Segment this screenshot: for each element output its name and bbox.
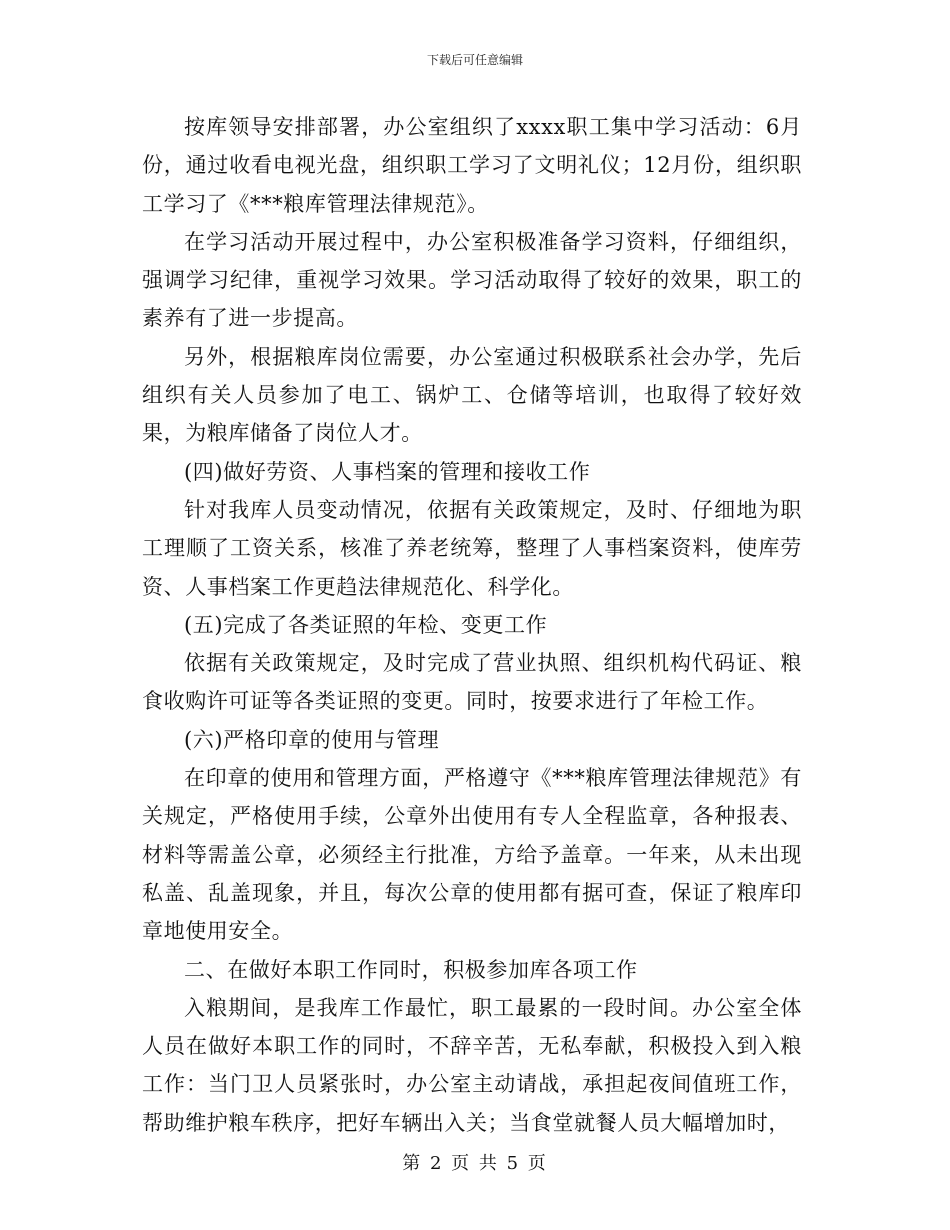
- section-heading: 二、在做好本职工作同时，积极参加库各项工作: [184, 957, 638, 982]
- section-heading: (六)严格印章的使用与管理: [184, 727, 440, 752]
- page-number-footer: 第 2 页 共 5 页: [402, 1153, 548, 1174]
- paragraph: 在印章的使用和管理方面，严格遵守《***粮库管理法律规范》有关规定，严格使用手续，公章外出使用有专人全程监章，各种报表、材料等需盖公章，必须经主行批准，方给予盖章。一年来，从未出现私盖、乱盖现象，并且，每次公章的使用都有据可查，保证了粮库印章地使用安全。: [142, 766, 802, 944]
- document-body: [142, 108, 802, 1142]
- paragraph: 依据有关政策规定，及时完成了营业执照、组织机构代码证、粮食收购许可证等各类证照的变更。同时，按要求进行了年检工作。: [142, 651, 802, 714]
- page-header: 下载后可任意编辑: [426, 53, 523, 67]
- paragraph: 另外，根据粮库岗位需要，办公室通过积极联系社会办学，先后组织有关人员参加了电工、锅炉工、仓储等培训，也取得了较好效果，为粮库储备了岗位人才。: [142, 344, 802, 446]
- paragraph: 按库领导安排部署，办公室组织了xxxx职工集中学习活动：6月份，通过收看电视光盘，组织职工学习了文明礼仪；12月份，组织职工学习了《***粮库管理法律规范》。: [142, 115, 802, 216]
- paragraph: 针对我库人员变动情况，依据有关政策规定，及时、仔细地为职工理顺了工资关系，核准了养老统筹，整理了人事档案资料，使库劳资、人事档案工作更趋法律规范化、科学化。: [142, 497, 802, 599]
- paragraph: 入粮期间，是我库工作最忙，职工最累的一段时间。办公室全体人员在做好本职工作的同时，不辞辛苦，无私奉献，积极投入到入粮工作：当门卫人员紧张时，办公室主动请战，承担起夜间值班工作，帮助维护粮车秩序，把好车辆出入关；当食堂就餐人员大幅增加时，: [142, 995, 802, 1135]
- paragraph: 在学习活动开展过程中，办公室积极准备学习资料，仔细组织，强调学习纪律，重视学习效果。学习活动取得了较好的效果，职工的素养有了进一步提高。: [142, 229, 802, 331]
- section-heading: (四)做好劳资、人事档案的管理和接收工作: [184, 459, 591, 484]
- section-heading: (五)完成了各类证照的年检、变更工作: [184, 612, 548, 637]
